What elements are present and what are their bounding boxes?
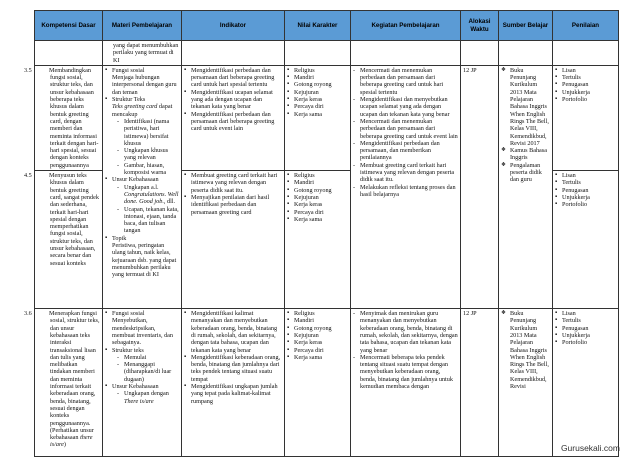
kegiatan-cell: - Menyimak dan menirukan guru menanyakan dan menyebutkan keberadaan orang, benda, binatang di rumah, sekolah, dan sekitarnya, dengan tata bahasa, ucapan dan tekanan kata yang benar - Mencermati beberapa teks pendek tentang situasi suatu tempat dengan menyebutkan keberadaan orang, benda, binatang dan jumlahnya untuk kemudian membaca dengan bbox=[351, 309, 461, 457]
sumber-cell: ❖ Buku Penunjang Kurikulum 2013 Mata Pelajaran Bahasa Inggris When English Rings The Bell, Kelas VIII, Kemendikbud, Revisi bbox=[499, 309, 553, 457]
header-sumber-belajar: Sumber Belajar bbox=[499, 11, 553, 41]
penilaian-cell: ▪ Lisan ▪ Tertulis ▪ Penugasan ▪ Unjukkerja ▪ Portofolio bbox=[553, 171, 619, 309]
kd-cell: 3.5 Membandingkan fungsi sosial, struktur teks, dan unsur kebahasaan beberapa teks khusus dalam bentuk greeting card, dengan memberi dan meminta informasi terkait dengan hari-hari spesial, sesuai dengan konteks penggunaannya bbox=[35, 65, 103, 170]
header-nilai-karakter: Nilai Karakter bbox=[285, 11, 351, 41]
nilai-cell: ▪ Religius ▪ Mandiri ▪ Gotong royong ▪ Kejujuran ▪ Kerja keras ▪ Percaya diri ▪ Kerja sama bbox=[285, 65, 351, 170]
silabus-table bbox=[24, 10, 619, 457]
header-row bbox=[35, 11, 619, 41]
penilaian-cell: ▪ Lisan ▪ Tertulis ▪ Penugasan ▪ Unjukkerja ▪ Portofolio bbox=[553, 65, 619, 170]
kd-cell: 3.6 Menerapkan fungsi sosial, struktur teks, dan unsur kebahasaan teks interaksi transaksional lisan dan tulis yang melibatkan tindakan memberi dan meminta informasi terkait keberadaan orang, benda, binatang, sesuai dengan konteks penggunaannya. (Perhatikan unsur kebahasaan there is/are) bbox=[35, 309, 103, 457]
penilaian-cell: ▪ Lisan ▪ Tertulis ▪ Penugasan ▪ Unjukkerja ▪ Portofolio bbox=[553, 309, 619, 457]
indikator-cell: ▪ Mengidentifikasi kalimat menanyakan dan menyebutkan keberadaan orang, benda, binatang di rumah, sekolah, dan sekitarnya, dengan tata bahasa, ucapan dan tekanan kata yang benar ▪ Mengidentifikasi keberadaan orang, benda, binatang dan jumlahnya dari teks pendek tentang situasi suatu tempat ▪ Mengidentifikasi ungkapan jumlah yang tepat pada kalimat-kalimat rumpang bbox=[182, 309, 285, 457]
sumber-cell: ❖ Buku Penunjang Kurikulum 2013 Mata Pelajaran Bahasa Inggris When English Rings The Bell, Kelas VIII, Kemendikbud, Revisi 2017 ❖ Kamus Bahasa Inggris ❖ Pengalaman peserta didik dan guru bbox=[499, 65, 553, 308]
header-indikator: Indikator bbox=[182, 11, 285, 41]
alokasi-cell: 12 JP bbox=[461, 65, 499, 308]
materi-cell: ▪ Fungsi sosial Menjaga hubungan interpersonal dengan guru dan teman ▪ Struktur Teks Teks greeting card dapat mencakup - Identifikasi (nama peristiwa, hari istimewa) bersifat khusus - Ungkapan khusus yang relevan - Gambar, hiasan, komposisi warna ▪ Unsur Kebahasaan - Ungkapan a.l. Congratulations. Well done. Good job., dll. - Ucapan, tekanan kata, intonasi, ejaan, tanda baca, dan tulisan tangan ▪ Topik Peristiwa, peringatan ulang tahun, naik kelas, kejuaraan dsb. yang dapat menumbuhkan perilaku yang termuat di KI bbox=[103, 65, 182, 308]
nilai-cell: ▪ Religius ▪ Mandiri ▪ Gotong royong ▪ Kejujuran ▪ Kerja keras ▪ Percaya diri ▪ Kerja sama bbox=[285, 171, 351, 309]
kegiatan-cell: - Mencermati dan menemukan perbedaan dan persamaan dari beberapa greeting card untuk hari spesial tertentu - Mengidentifikasi dan menyebutkan ucapan selamat yang ada dengan ucapan dan tekanan kata yang benar - Mencermati dan menemukan perbedaan dan persamaan dari beberapa greeting card untuk event lain - Mengidentifikasi perbedaan dan persamaan, dan memberikan penilaiannya - Membuat greeting card terkait hari istimewa yang relevan dengan peserta didik saat itu. - Melakukan refleksi tentang proses dan hasil belajarnya bbox=[351, 65, 461, 308]
header-kegiatan: Kegiatan Pembelajaran bbox=[351, 11, 461, 41]
table-row bbox=[35, 65, 619, 170]
indikator-cell: ▪ Mengidentifikasi perbedaan dan persamaan dari beberapa greeting card untuk hari spesial tertentu ▪ Mengidentifikasi ucapan selamat yang ada dengan ucapan dan tekanan kata yang benar ▪ Mengidentifikasi perbedaan dan persamaan dari beberapa greeting card untuk event lain bbox=[182, 65, 285, 170]
header-materi: Materi Pembelajaran bbox=[103, 11, 182, 41]
materi-cell: ▪ Fungsi sosial Menyebutkan, mendeskripsikan, membuat inventaris, dan sebagainya. ▪ Struktur teks - Memulai - Menanggapi (diharapkan/di luar dugaan) ▪ Unsur Kebahasaan - Ungkapan dengan There is/are bbox=[103, 309, 182, 457]
materi-continuation: yang dapat menumbuhkan perilaku yang termuat di KI bbox=[103, 41, 182, 66]
table-row bbox=[35, 41, 619, 66]
header-kompetensi-dasar: Kompetensi Dasar bbox=[35, 11, 103, 41]
header-alokasi-waktu: Alokasi Waktu bbox=[461, 11, 499, 41]
indikator-cell: ▪ Membuat greeting card terkait hari istimewa yang relevan dengan peserta didik saat itu. ▪ Menyajikan penilaian dari hasil identifikasi perbedaan dan persamaan greeting card bbox=[182, 171, 285, 309]
kd-cell: 4.5 Menyusun teks khusus dalam bentuk greeting card, sangat pendek dan sederhana, terkait hari-hari spesial dengan memperhatikan fungsi sosial, struktur teks, dan unsur kebahasaan, secara benar dan sesuai konteks bbox=[35, 171, 103, 309]
alokasi-cell: 12 JP bbox=[461, 309, 499, 457]
nilai-cell: ▪ Religius ▪ Mandiri ▪ Gotong royong ▪ Kejujuran ▪ Kerja keras ▪ Percaya diri ▪ Kerja sama bbox=[285, 309, 351, 457]
table-row bbox=[35, 309, 619, 457]
header-penilaian: Penilaian bbox=[553, 11, 619, 41]
watermark-text: Gurusekali.com bbox=[560, 442, 620, 453]
